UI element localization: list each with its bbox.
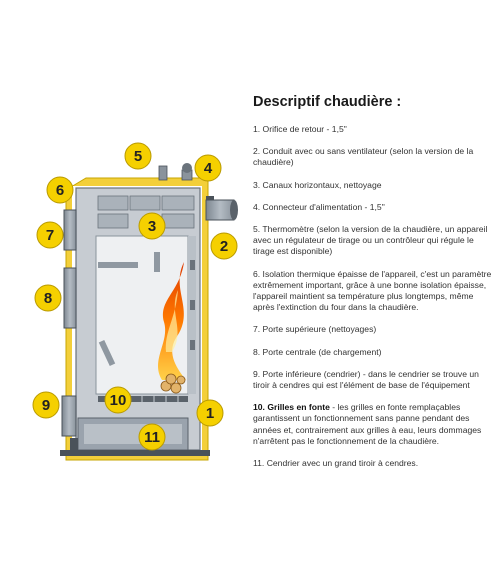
callout-11 (139, 424, 165, 450)
boiler-cutaway-diagram (0, 0, 245, 563)
callout-1-number: 1 (205, 405, 215, 422)
legend-item-7: 7. Porte supérieure (nettoyages) (253, 324, 377, 335)
callout-11-number: 11 (144, 429, 160, 446)
legend-item-10-text: - les grilles en fonte remplaçables garantissent un fonctionnement sans panne pendant des années et, contrairement aux grilles à eau, leurs dommages n'arrêtent pas le fonctionnement de la chaudière. (253, 402, 482, 446)
callout-7 (37, 222, 63, 248)
legend-item-4: 4. Connecteur d'alimentation - 1,5" (253, 201, 385, 212)
callout-1 (197, 400, 223, 426)
legend-item-5: 5. Thermomètre (selon la version de la chaudière, un appareil avec un régulateur de tirage ou un contrôleur qui régule le tirage est disponible) (253, 224, 488, 257)
callout-7-number: 7 (45, 227, 55, 244)
callout-2 (211, 233, 237, 259)
legend-item-8: 8. Porte centrale (de chargement) (253, 346, 382, 357)
legend-title: Descriptif chaudière : (253, 94, 402, 110)
callout-5 (125, 143, 151, 169)
callout-8 (35, 285, 61, 311)
flue-outlet (206, 196, 238, 220)
callout-2-number: 2 (219, 238, 229, 255)
callout-8-number: 8 (43, 290, 53, 307)
legend-panel (253, 94, 495, 480)
ash-drawer (78, 418, 188, 450)
callout-5-number: 5 (133, 148, 143, 165)
callout-9-number: 9 (41, 397, 51, 414)
legend-item-2: 2. Conduit avec ou sans ventilateur (selon la version de la chaudière) (253, 146, 474, 168)
callout-10 (105, 387, 131, 413)
top-connectors (159, 163, 192, 180)
legend-item-9: 9. Porte inférieure (cendrier) - dans le cendrier se trouve un tiroir à cendres qui est l'élément de base de l'équipement (253, 368, 479, 391)
callout-9 (33, 392, 59, 418)
legend-item-11: 11. Cendrier avec un grand tiroir à cendres. (253, 458, 419, 469)
callout-4 (195, 155, 221, 181)
callout-6 (47, 177, 73, 203)
callout-10-number: 10 (109, 392, 127, 409)
legend-item-1: 1. Orifice de retour - 1,5" (253, 124, 347, 134)
callout-3 (139, 213, 165, 239)
callout-3-number: 3 (147, 218, 157, 235)
legend-item-10 (253, 402, 495, 447)
legend-item-6: 6. Isolation thermique épaisse de l'appareil, c'est un paramètre extrêmement important, grâce à une bonne isolation épaisse, l'appareil maintient sa température plus longtemps, même après l'extinction du four dans la chaudière. (253, 268, 492, 313)
callout-4-number: 4 (203, 160, 213, 177)
callout-6-number: 6 (55, 182, 65, 199)
legend-item-10-bold: 10. Grilles en fonte (253, 402, 330, 413)
legend-item-3: 3. Canaux horizontaux, nettoyage (253, 179, 382, 190)
